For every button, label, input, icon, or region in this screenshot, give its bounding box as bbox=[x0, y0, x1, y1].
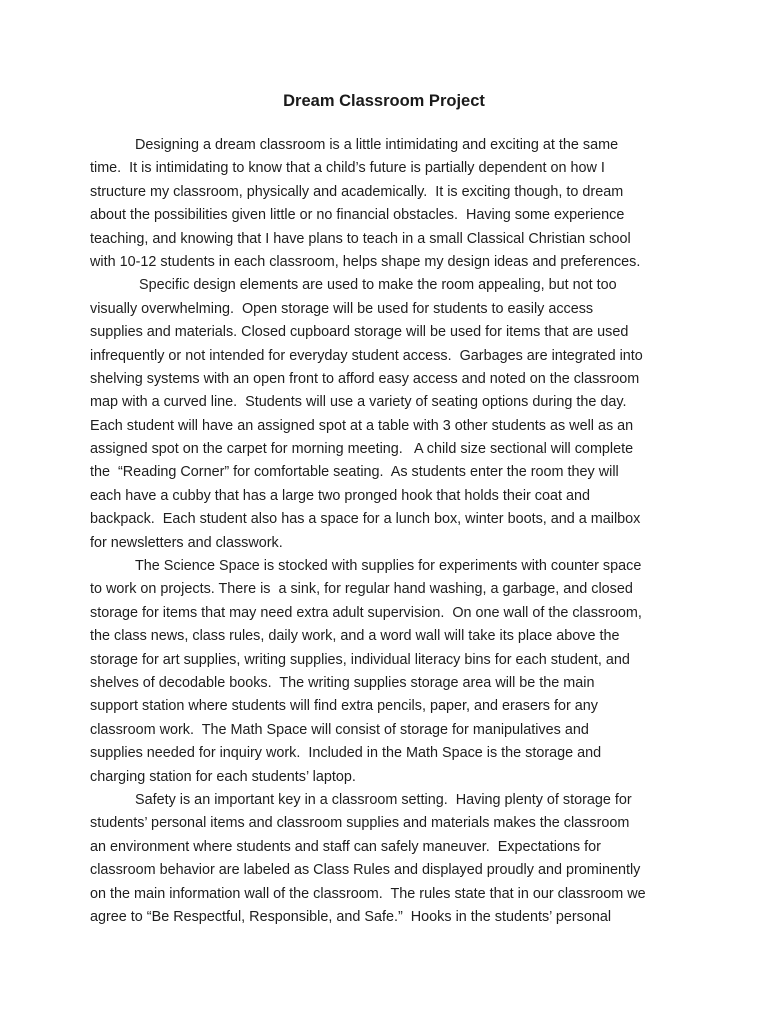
text-line: shelves of decodable books. The writing supplies storage area will be the main bbox=[90, 674, 595, 691]
text-line: Each student will have an assigned spot at a table with 3 other students as well as an bbox=[90, 417, 634, 434]
text-line: support station where students will find extra pencils, paper, and erasers for any bbox=[90, 698, 598, 715]
text-line: with 10-12 students in each classroom, helps shape my design ideas and preferences. bbox=[90, 253, 641, 270]
text-line: teaching, and knowing that I have plans to teach in a small Classical Christian school bbox=[90, 230, 631, 247]
text-line: Specific design elements are used to make the room appealing, but not too bbox=[135, 277, 617, 294]
text-line: backpack. Each student also has a space for a lunch box, winter boots, and a mailbox bbox=[90, 511, 641, 528]
text-line: on the main information wall of the classroom. The rules state that in our classroom we bbox=[90, 885, 646, 902]
text-line: infrequently or not intended for everyday student access. Garbages are integrated into bbox=[90, 347, 643, 364]
text-line: assigned spot on the carpet for morning meeting. A child size sectional will complete bbox=[90, 441, 634, 458]
text-line: Designing a dream classroom is a little intimidating and exciting at the same bbox=[135, 137, 619, 153]
text-line: charging station for each students’ laptop. bbox=[90, 768, 356, 785]
text-line: for newsletters and classwork. bbox=[90, 534, 283, 551]
text-line: map with a curved line. Students will use a variety of seating options during the day. bbox=[90, 394, 627, 411]
text-line: shelving systems with an open front to afford easy access and noted on the classroom bbox=[90, 370, 640, 387]
text-line: classroom behavior are labeled as Class Rules and displayed proudly and prominently bbox=[90, 862, 641, 879]
text-line: the “Reading Corner” for comfortable seating. As students enter the room they will bbox=[90, 464, 619, 481]
text-line: an environment where students and staff can safely maneuver. Expectations for bbox=[90, 838, 601, 855]
text-line: supplies and materials. Closed cupboard storage will be used for items that are used bbox=[90, 324, 629, 341]
text-line: agree to “Be Respectful, Responsible, and Safe.” Hooks in the students’ personal bbox=[90, 908, 612, 925]
text-line: storage for art supplies, writing supplies, individual literacy bins for each student, and bbox=[90, 651, 630, 668]
document-body bbox=[90, 134, 690, 929]
text-line: each have a cubby that has a large two pronged hook that holds their coat and bbox=[90, 487, 591, 504]
text-line: to work on projects. There is a sink, for regular hand washing, a garbage, and closed bbox=[90, 581, 633, 598]
text-line: visually overwhelming. Open storage will be used for students to easily access bbox=[90, 300, 594, 317]
text-line: Safety is an important key in a classroom setting. Having plenty of storage for bbox=[135, 791, 632, 808]
text-line: the class news, class rules, daily work, and a word wall will take its place above the bbox=[90, 628, 620, 645]
text-line: storage for items that may need extra adult supervision. On one wall of the classroom, bbox=[90, 604, 642, 621]
document-title: Dream Classroom Project bbox=[283, 92, 485, 110]
text-line: supplies needed for inquiry work. Included in the Math Space is the storage and bbox=[90, 745, 602, 762]
text-line: structure my classroom, physically and academically. It is exciting though, to dream bbox=[90, 183, 624, 200]
text-line: about the possibilities given little or no financial obstacles. Having some experience bbox=[90, 207, 625, 224]
text-line: time. It is intimidating to know that a child’s future is partially dependent on how I bbox=[90, 160, 605, 177]
text-line: The Science Space is stocked with supplies for experiments with counter space bbox=[135, 558, 642, 575]
text-line: classroom work. The Math Space will consist of storage for manipulatives and bbox=[90, 721, 589, 738]
text-line: students’ personal items and classroom supplies and materials makes the classroom bbox=[90, 815, 630, 832]
